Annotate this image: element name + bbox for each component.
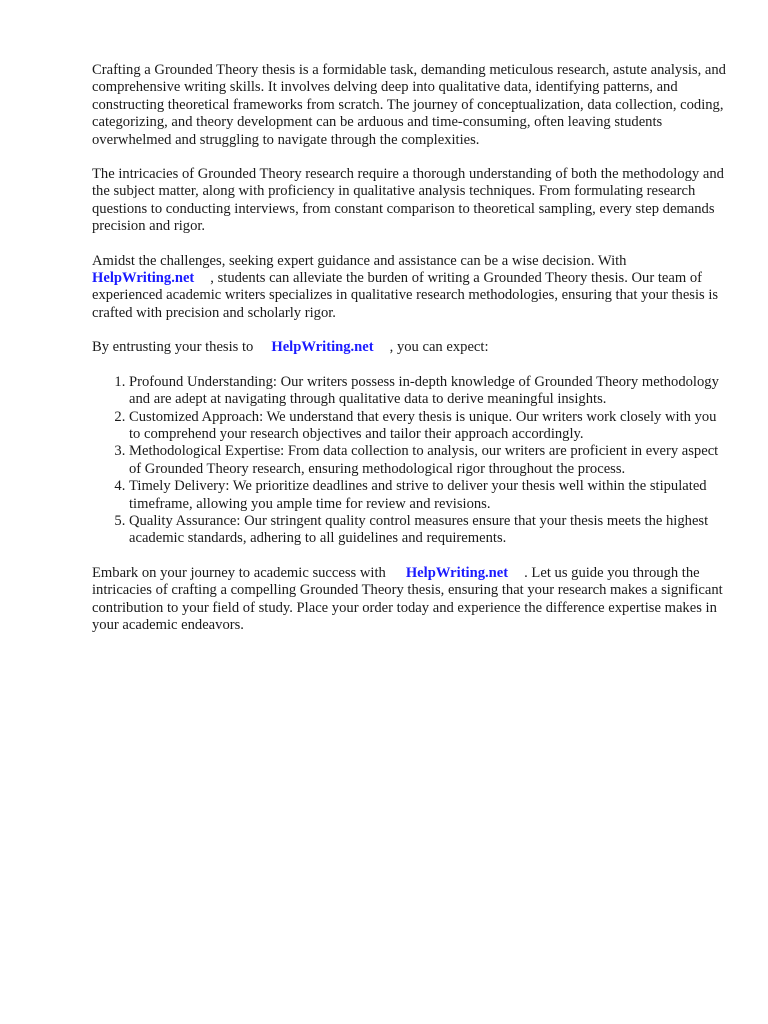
document-page bbox=[92, 62, 728, 651]
list-item: 1. Profound Understanding: Our writers possess in-depth knowledge of Grounded Theory methodology and are adept at navigating through qualitative data to derive meaningful insights. bbox=[129, 374, 728, 409]
list-item: 3. Methodological Expertise: From data collection to analysis, our writers are proficient in every aspect of Grounded Theory research, ensuring methodological rigor throughout the process. bbox=[129, 443, 728, 478]
closing-paragraph bbox=[92, 565, 728, 635]
closing-text-before: Embark on your journey to academic success with bbox=[92, 564, 386, 581]
helpwriting-link-3[interactable]: HelpWriting.net bbox=[405, 564, 509, 581]
benefits-list bbox=[92, 374, 728, 548]
list-item: 4. Timely Delivery: We prioritize deadlines and strive to deliver your thesis well within the stipulated timeframe, allowing you ample time for review and revisions. bbox=[129, 478, 728, 513]
guidance-text-before: Amidst the challenges, seeking expert guidance and assistance can be a wise decision. With bbox=[92, 252, 627, 269]
helpwriting-link-1[interactable]: HelpWriting.net bbox=[92, 270, 195, 287]
entrust-paragraph bbox=[92, 339, 728, 356]
intro-paragraph: Crafting a Grounded Theory thesis is a formidable task, demanding meticulous research, astute analysis, and comprehensive writing skills. It involves delving deep into qualitative data, identifying patterns, and constructing theoretical frameworks from scratch. The journey of conceptualization, data collection, coding, categorizing, and theory development can be arduous and time-consuming, often leaving students overwhelmed and struggling to navigate through the complexities. bbox=[92, 62, 726, 148]
entrust-text-before: By entrusting your thesis to bbox=[92, 339, 254, 356]
entrust-text-after: , you can expect: bbox=[389, 339, 489, 356]
list-item: 5. Quality Assurance: Our stringent quality control measures ensure that your thesis meets the highest academic standards, adhering to all guidelines and requirements. bbox=[129, 513, 728, 548]
list-item: 2. Customized Approach: We understand that every thesis is unique. Our writers work closely with you to comprehend your research objectives and tailor their approach accordingly. bbox=[129, 409, 728, 444]
helpwriting-link-2[interactable]: HelpWriting.net bbox=[271, 339, 374, 356]
closing-text-after: . Let us guide you through the intricacies of crafting a compelling Grounded Theory thesis, ensuring that your research makes a significant contribution to your field of study. Place your order today and experience the difference expertise makes in your academic endeavors. bbox=[92, 564, 723, 633]
intricacies-paragraph: The intricacies of Grounded Theory research require a thorough understanding of both the methodology and the subject matter, along with proficiency in qualitative analysis techniques. From formulating research questions to conducting interviews, from constant comparison to theoretical sampling, every step demands precision and rigor. bbox=[92, 166, 724, 235]
guidance-paragraph bbox=[92, 253, 728, 323]
guidance-text-after: , students can alleviate the burden of writing a Grounded Theory thesis. Our team of experienced academic writers specializes in qualitative research methodologies, ensuring that your thesis is crafted with precision and scholarly rigor. bbox=[92, 270, 719, 321]
